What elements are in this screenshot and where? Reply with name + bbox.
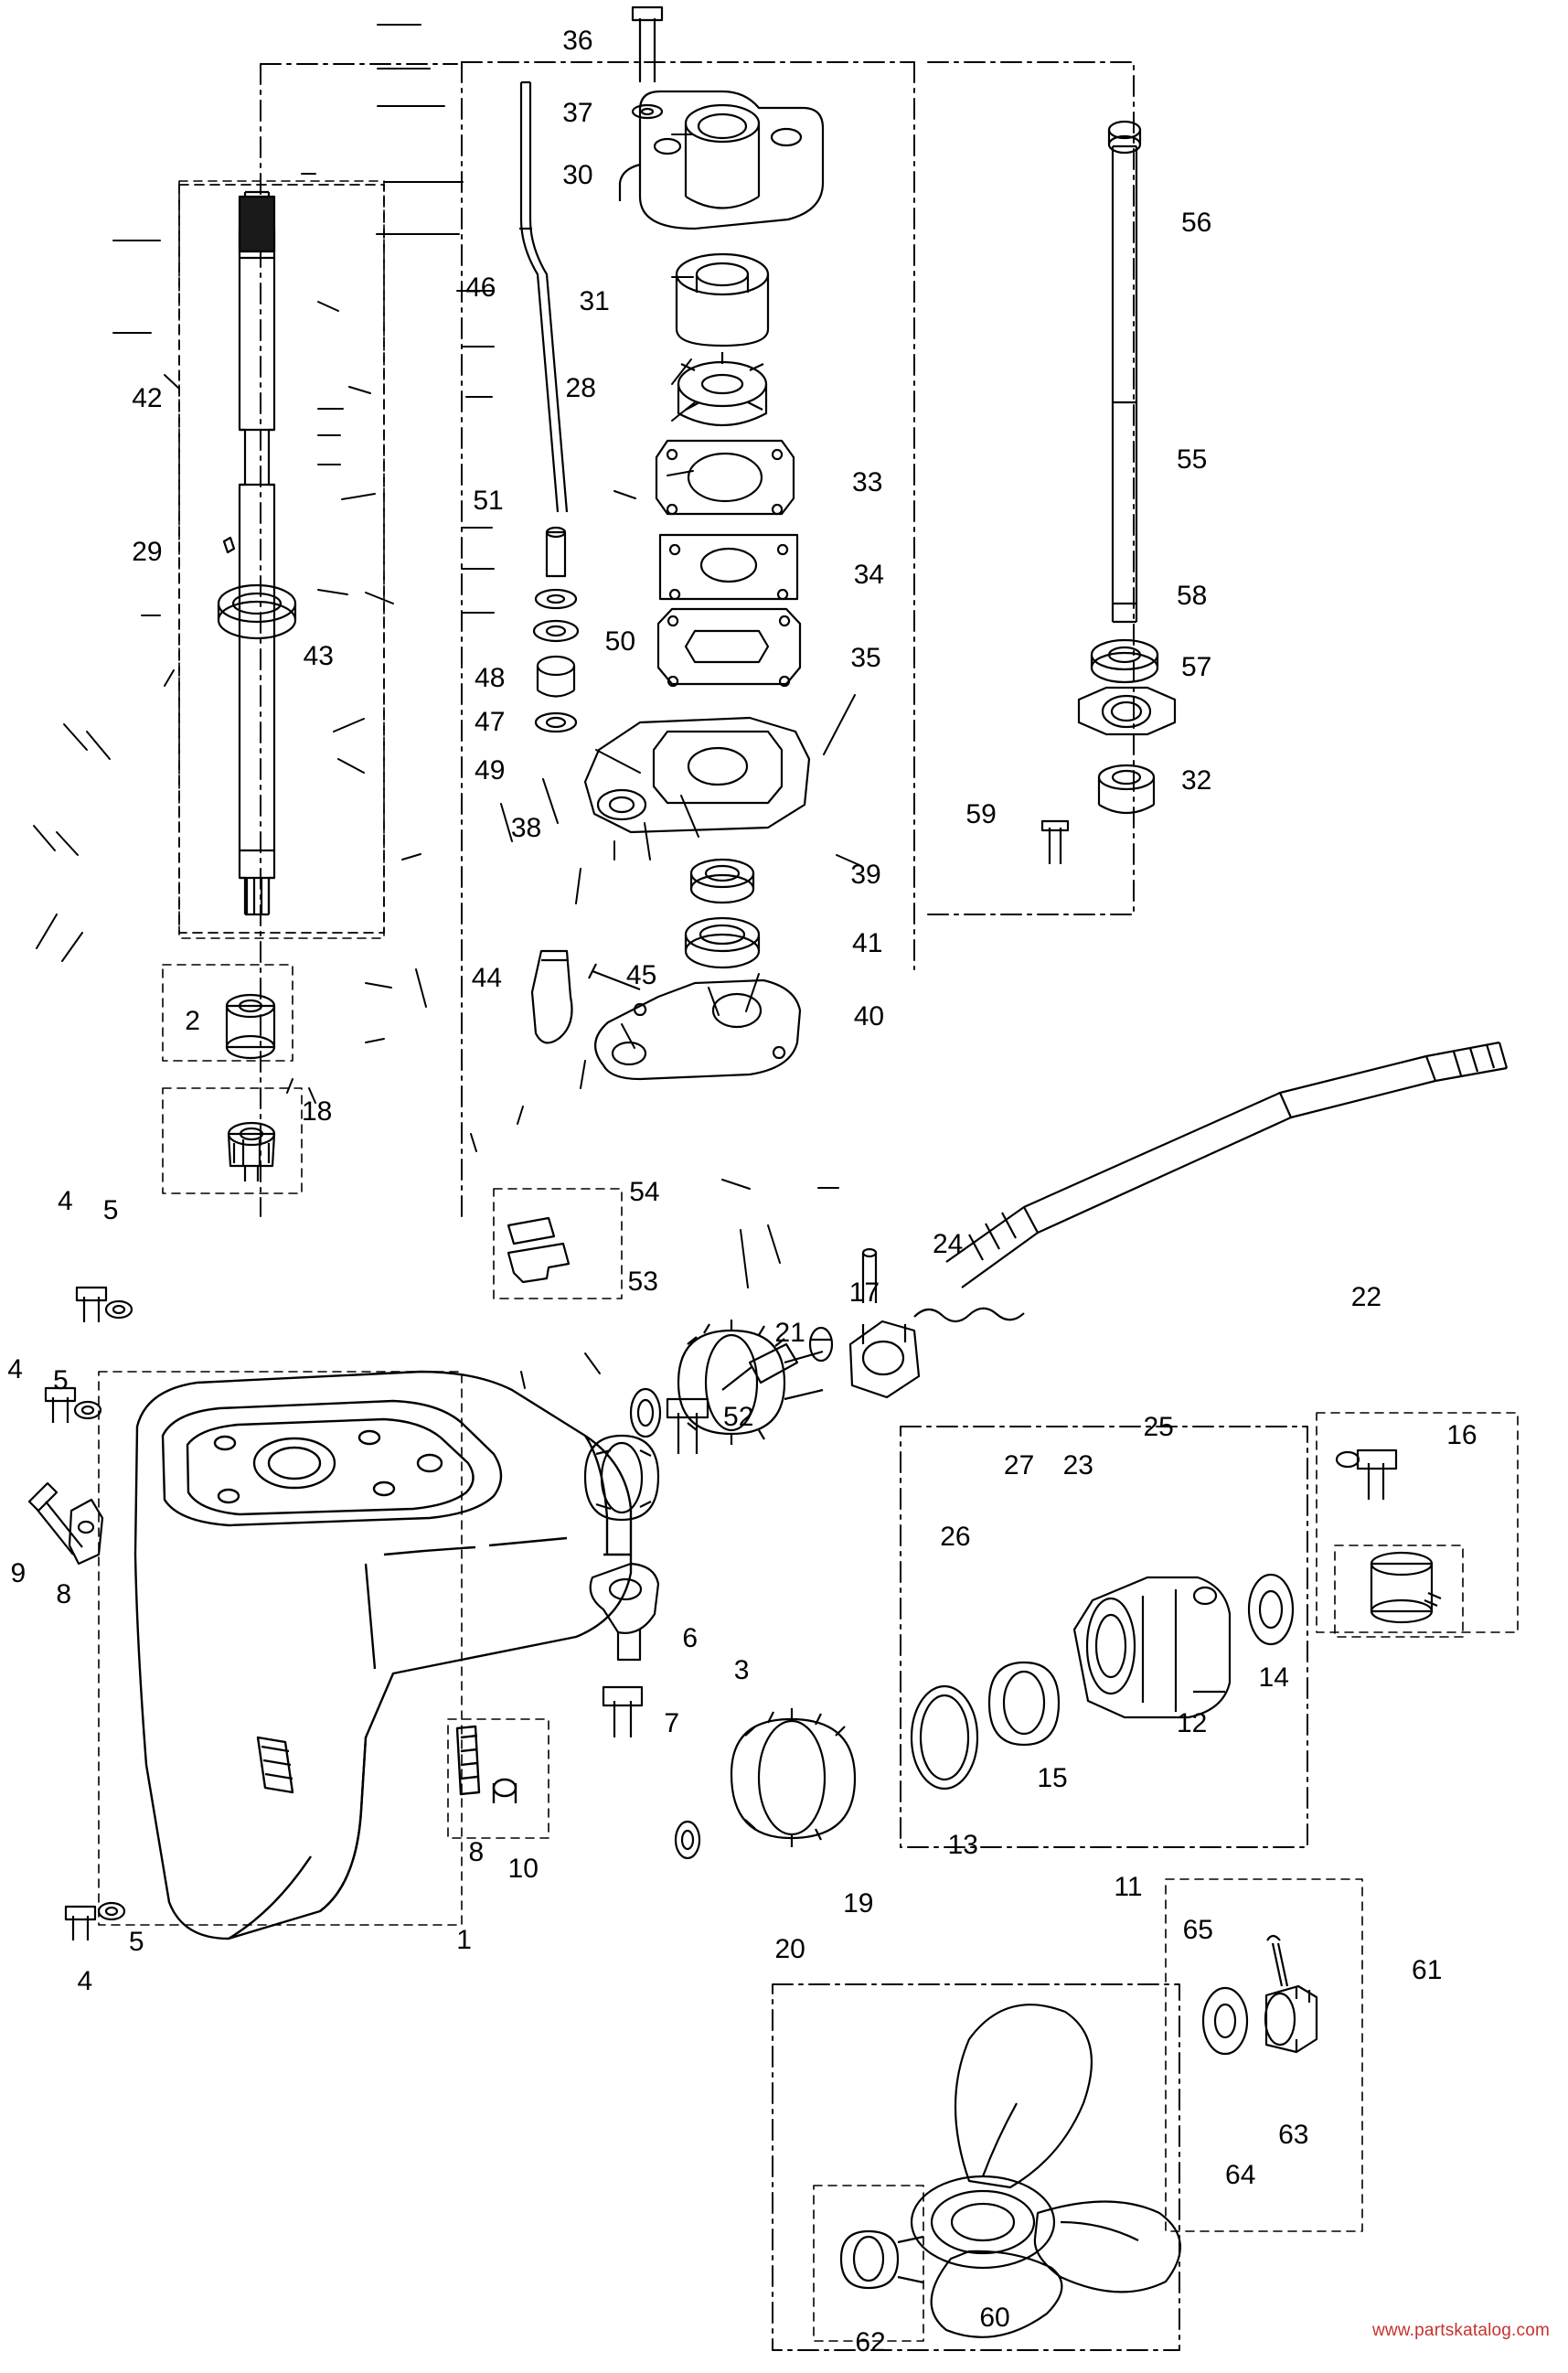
- callout-14: 14: [1258, 1662, 1289, 1694]
- callout-29: 29: [132, 536, 163, 567]
- callout-27: 27: [1003, 1449, 1035, 1480]
- callout-32: 32: [1180, 765, 1212, 796]
- callout-4-b: 4: [7, 1354, 23, 1385]
- callout-13: 13: [947, 1829, 978, 1860]
- callout-38: 38: [510, 812, 542, 843]
- callout-12: 12: [1176, 1707, 1208, 1738]
- callout-20: 20: [774, 1934, 805, 1965]
- callout-8-a: 8: [56, 1578, 71, 1609]
- callout-21: 21: [774, 1318, 805, 1349]
- callout-1: 1: [456, 1925, 472, 1956]
- callout-15: 15: [1037, 1762, 1068, 1793]
- callout-11: 11: [1114, 1872, 1143, 1903]
- callout-8-b: 8: [468, 1836, 485, 1867]
- callout-60: 60: [979, 2303, 1010, 2334]
- callout-36: 36: [562, 25, 593, 56]
- callout-4-c: 4: [77, 1965, 93, 1996]
- callout-43: 43: [303, 641, 334, 672]
- callout-53: 53: [627, 1267, 658, 1298]
- callout-26: 26: [940, 1521, 971, 1552]
- callout-31: 31: [579, 286, 610, 317]
- callout-47: 47: [475, 706, 506, 737]
- callout-5-a: 5: [102, 1195, 119, 1226]
- callout-55: 55: [1176, 444, 1208, 475]
- callout-23: 23: [1062, 1449, 1093, 1480]
- callout-45: 45: [625, 959, 657, 990]
- callout-37: 37: [562, 98, 593, 129]
- callout-49: 49: [475, 754, 506, 786]
- callout-19: 19: [843, 1888, 874, 1919]
- callout-5-b: 5: [53, 1364, 69, 1395]
- callout-34: 34: [853, 559, 885, 590]
- callout-5-c: 5: [128, 1926, 144, 1957]
- callout-9: 9: [10, 1557, 27, 1588]
- callout-51: 51: [473, 485, 504, 516]
- callout-17: 17: [848, 1277, 880, 1308]
- callout-59: 59: [965, 798, 997, 829]
- site-watermark: www.partskatalog.com: [1371, 2321, 1551, 2340]
- callout-61: 61: [1412, 1955, 1443, 1986]
- callout-16: 16: [1446, 1419, 1477, 1450]
- callout-63: 63: [1278, 2119, 1309, 2150]
- callout-6: 6: [682, 1622, 698, 1653]
- callout-62: 62: [855, 2326, 886, 2357]
- callout-64: 64: [1225, 2160, 1256, 2191]
- callout-42: 42: [132, 383, 163, 414]
- callout-3: 3: [733, 1654, 750, 1685]
- callout-33: 33: [852, 466, 883, 497]
- callout-41: 41: [852, 928, 883, 959]
- callout-30: 30: [562, 160, 593, 191]
- callout-35: 35: [850, 643, 881, 674]
- callout-54: 54: [629, 1177, 660, 1208]
- callout-52: 52: [723, 1401, 754, 1432]
- callout-39: 39: [850, 860, 881, 891]
- callout-25: 25: [1143, 1412, 1174, 1443]
- callout-65: 65: [1182, 1914, 1213, 1945]
- callout-58: 58: [1176, 581, 1208, 612]
- callout-28: 28: [565, 372, 596, 403]
- callout-4-a: 4: [57, 1186, 73, 1217]
- callout-18: 18: [301, 1096, 333, 1128]
- callout-50: 50: [604, 625, 636, 657]
- callout-40: 40: [853, 1000, 885, 1032]
- callout-46: 46: [465, 273, 496, 304]
- callout-56: 56: [1180, 207, 1212, 238]
- callout-22: 22: [1350, 1281, 1382, 1312]
- callout-10: 10: [507, 1854, 539, 1885]
- callout-44: 44: [471, 963, 503, 994]
- callout-57: 57: [1180, 652, 1212, 683]
- callout-7: 7: [664, 1707, 680, 1738]
- callout-2: 2: [185, 1005, 200, 1036]
- callout-24: 24: [932, 1228, 964, 1259]
- callout-48: 48: [475, 662, 506, 693]
